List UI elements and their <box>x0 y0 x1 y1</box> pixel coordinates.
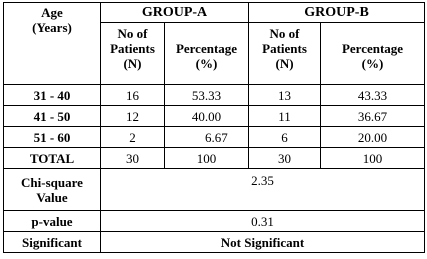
table-row <box>4 85 425 106</box>
age-cell: 31 - 40 <box>4 85 101 106</box>
group-a-n-cell: 2 <box>101 127 165 148</box>
group-b-n-header <box>249 23 321 85</box>
pct-header-line1: Percentage <box>341 41 404 56</box>
group-a-n-cell: 12 <box>101 106 165 127</box>
group-a-header: GROUP-A <box>101 3 249 23</box>
significant-label: Significant <box>4 232 101 253</box>
n-header-line2: Patients <box>110 41 155 56</box>
table-row <box>4 106 425 127</box>
group-a-pct-cell: 53.33 <box>165 85 249 106</box>
group-b-pct-cell: 43.33 <box>321 85 425 106</box>
age-cell: 41 - 50 <box>4 106 101 127</box>
chi-square-row <box>4 169 425 211</box>
chi-square-label-line2: Value <box>36 189 68 205</box>
p-value-label: p-value <box>4 211 101 232</box>
chi-square-label <box>4 169 101 211</box>
group-b-n-cell: 6 <box>249 127 321 148</box>
group-b-n-cell: 13 <box>249 85 321 106</box>
group-b-n-cell: 11 <box>249 106 321 127</box>
age-header-line2: (Years) <box>32 20 72 35</box>
group-b-pct-cell: 36.67 <box>321 106 425 127</box>
chi-square-value: 2.35 <box>101 169 425 211</box>
group-a-pct-cell: 40.00 <box>165 106 249 127</box>
table-row-total <box>4 148 425 169</box>
group-b-pct-cell: 20.00 <box>321 127 425 148</box>
group-b-n-total: 30 <box>249 148 321 169</box>
table-row <box>4 127 425 148</box>
chi-square-label-line1: Chi-square <box>21 174 83 190</box>
n-header-line1: No of <box>117 26 148 41</box>
group-a-n-cell: 16 <box>101 85 165 106</box>
n-header-line3: (N) <box>123 56 142 71</box>
significant-row <box>4 232 425 253</box>
age-group-table <box>3 2 425 253</box>
group-a-n-total: 30 <box>101 148 165 169</box>
age-cell: 51 - 60 <box>4 127 101 148</box>
p-value-value: 0.31 <box>101 211 425 232</box>
pct-header-line2: (%) <box>361 56 384 71</box>
total-label: TOTAL <box>4 148 101 169</box>
pct-header-line2: (%) <box>195 56 218 71</box>
significant-value: Not Significant <box>101 232 425 253</box>
age-header-line1: Age <box>41 5 63 20</box>
group-a-n-header <box>101 23 165 85</box>
p-value-row <box>4 211 425 232</box>
group-a-pct-header <box>165 23 249 85</box>
n-header-line1: No of <box>269 26 300 41</box>
group-b-header: GROUP-B <box>249 3 425 23</box>
group-a-pct-cell: 6.67 <box>165 127 249 148</box>
n-header-line2: Patients <box>262 41 307 56</box>
n-header-line3: (N) <box>275 56 294 71</box>
group-a-pct-total: 100 <box>165 148 249 169</box>
group-b-pct-header <box>321 23 425 85</box>
pct-header-line1: Percentage <box>175 41 238 56</box>
group-b-pct-total: 100 <box>321 148 425 169</box>
age-header <box>4 3 101 85</box>
